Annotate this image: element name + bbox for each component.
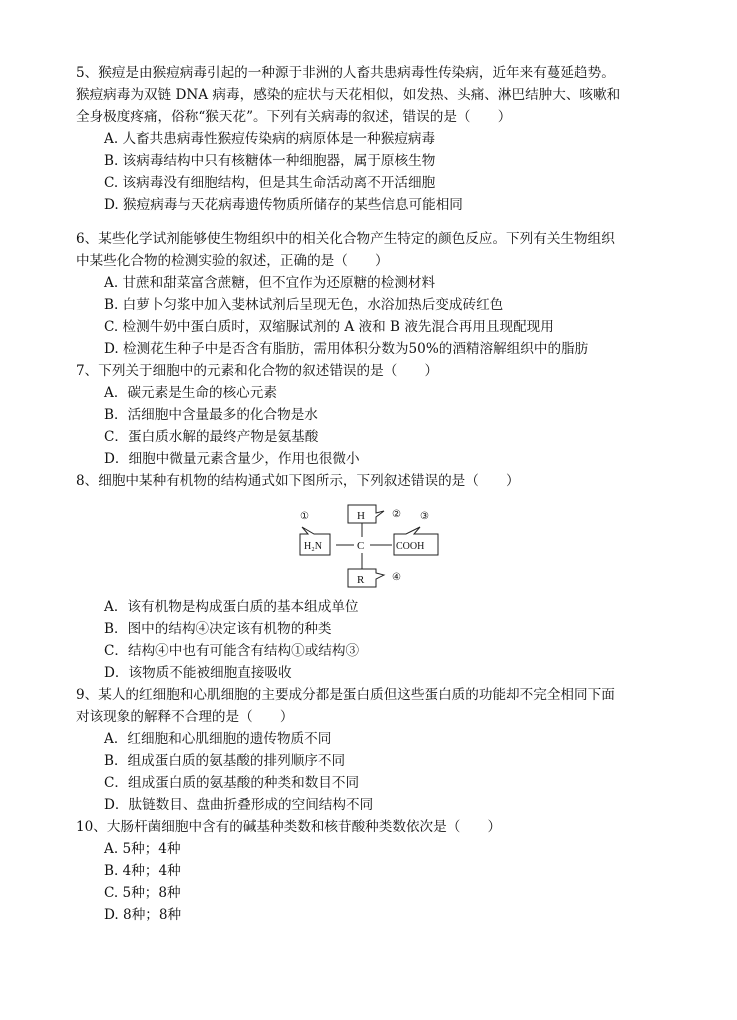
option-a: A．该有机物是构成蛋白质的基本组成单位 — [104, 599, 359, 615]
option-b: B．活细胞中含量最多的化合物是水 — [104, 407, 318, 423]
central-carbon-label: C — [357, 540, 365, 552]
amino-group-label: H₂N — [304, 541, 322, 552]
mark-4: ④ — [392, 572, 401, 583]
option-a: A. 人畜共患病毒性猴痘传染病的病原体是一种猴痘病毒 — [104, 131, 436, 147]
question-stem-line: 7、下列关于细胞中的元素和化合物的叙述错误的是（ ） — [76, 363, 439, 379]
question-stem-line: 6、某些化学试剂能够使生物组织中的相关化合物产生特定的颜色反应。下列有关生物组织 — [76, 231, 615, 247]
option-a: A. 5种；4种 — [104, 841, 181, 857]
question-stem-line: 全身极度疼痛，俗称“猴天花”。下列有关病毒的叙述，错误的是（ ） — [76, 109, 512, 125]
option-a: A. 甘蔗和甜菜富含蔗糖，但不宜作为还原糖的检测材料 — [104, 275, 436, 291]
r-group-label: R — [357, 574, 365, 586]
option-b: B．图中的结构④决定该有机物的种类 — [104, 621, 332, 637]
option-d: D. 8种；8种 — [104, 907, 182, 923]
mark-2: ② — [392, 509, 401, 520]
question-stem-line: 猴痘病毒为双链 DNA 病毒，感染的症状与天花相似，如发热、头痛、淋巴结肿大、咳嗽和 — [76, 87, 621, 103]
option-d: D．细胞中微量元素含量少，作用也很微小 — [104, 451, 360, 467]
option-b: B．组成蛋白质的氨基酸的排列顺序不同 — [104, 753, 346, 769]
question-stem-line: 9、某人的红细胞和心肌细胞的主要成分都是蛋白质但这些蛋白质的功能却不完全相同下面 — [76, 687, 615, 703]
carboxyl-group-label: COOH — [396, 541, 425, 552]
question-8-options — [76, 596, 676, 684]
question-10 — [76, 816, 676, 926]
option-c: C．组成蛋白质的氨基酸的种类和数目不同 — [104, 775, 360, 791]
option-d: D．该物质不能被细胞直接吸收 — [104, 665, 292, 681]
option-b: B. 4种；4种 — [104, 863, 181, 879]
question-stem-line: 对该现象的解释不合理的是（ ） — [76, 709, 294, 725]
option-b: B. 该病毒结构中只有核糖体一种细胞器，属于原核生物 — [104, 153, 436, 169]
question-5 — [76, 62, 676, 216]
question-7 — [76, 360, 676, 470]
r-group-box — [348, 569, 384, 587]
option-c: C．结构④中也有可能含有结构①或结构③ — [104, 643, 360, 659]
mark-3: ③ — [420, 511, 429, 522]
question-stem-line: 中某些化合物的检测实验的叙述，正确的是（ ） — [76, 253, 389, 269]
h-group-label: H — [357, 510, 365, 522]
option-c: C．蛋白质水解的最终产物是氨基酸 — [104, 429, 319, 445]
question-stem-line: 8、细胞中某种有机物的结构通式如下图所示，下列叙述错误的是（ ） — [76, 473, 520, 489]
question-stem-line: 5、猴痘是由猴痘病毒引起的一种源于非洲的人畜共患病毒性传染病，近年来有蔓延趋势。 — [76, 65, 615, 81]
option-c: C. 5种；8种 — [104, 885, 181, 901]
option-c: C. 该病毒没有细胞结构，但是其生命活动离不开活细胞 — [104, 175, 436, 191]
option-d: D. 检测花生种子中是否含有脂肪，需用体积分数为50%的酒精溶解组织中的脂肪 — [104, 341, 589, 357]
question-stem-line: 10、大肠杆菌细胞中含有的碱基种类数和核苷酸种类数依次是（ ） — [76, 819, 502, 835]
option-a: A．碳元素是生命的核心元素 — [104, 385, 277, 401]
option-c: C. 检测牛奶中蛋白质时，双缩脲试剂的 A 液和 B 液先混合再用且现配现用 — [104, 319, 554, 335]
structure-diagram — [296, 501, 446, 591]
option-a: A．红细胞和心肌细胞的遗传物质不同 — [104, 731, 332, 747]
question-8 — [76, 470, 676, 492]
question-6 — [76, 228, 676, 360]
h-group-box — [348, 505, 384, 523]
amino-acid-structure-figure — [296, 501, 446, 591]
option-d: D. 猴痘病毒与天花病毒遗传物质所储存的某些信息可能相同 — [104, 197, 463, 213]
option-b: B. 白萝卜匀浆中加入斐林试剂后呈现无色，水浴加热后变成砖红色 — [104, 297, 504, 313]
mark-1: ① — [300, 511, 309, 522]
option-d: D．肽链数目、盘曲折叠形成的空间结构不同 — [104, 797, 374, 813]
question-9 — [76, 684, 676, 816]
